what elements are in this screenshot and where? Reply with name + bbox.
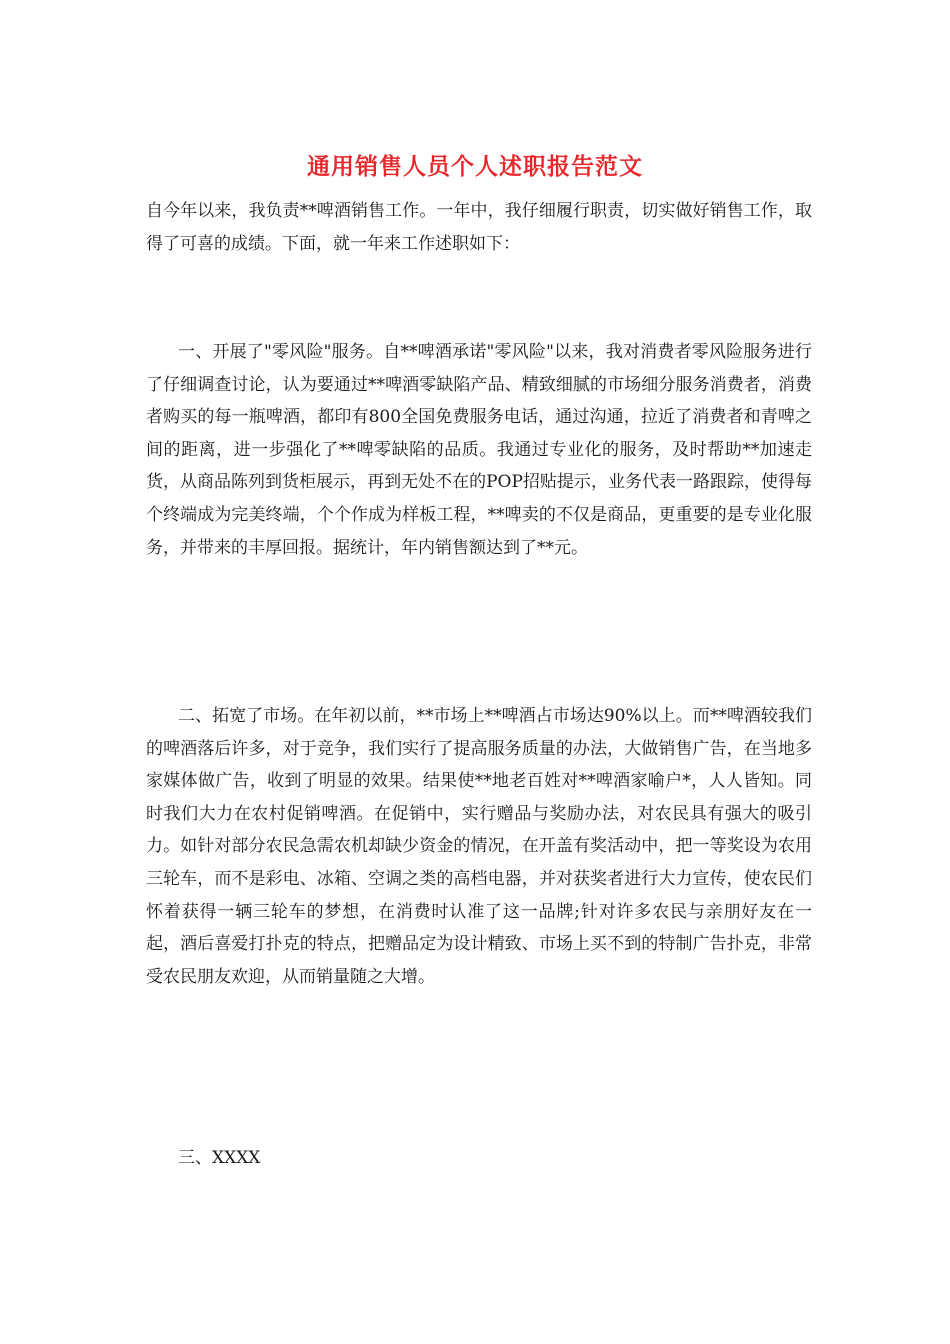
section-3-paragraph: 三、XXXX bbox=[178, 1148, 261, 1168]
intro-paragraph: 自今年以来，我负责**啤酒销售工作。一年中，我仔细履行职责，切实做好销售工作，取得了可喜的成绩。下面，就一年来工作述职如下： bbox=[146, 201, 812, 254]
document-title: 通用销售人员个人述职报告范文 bbox=[307, 154, 643, 180]
section-2-paragraph: 二、拓宽了市场。在年初以前，**市场上**啤酒占市场达90%以上。而**啤酒较我们的啤酒落后许多，对于竞争，我们实行了提高服务质量的办法，大做销售广告，在当地多家媒体做广告，收到了明显的效果。结果使**地老百姓对**啤酒家喻户*，人人皆知。同时我们大力在农村促销啤酒。在促销中，实行赠品与奖励办法，对农民具有强大的吸引力。如针对部分农民急需农机却缺少资金的情况，在开盖有奖活动中，把一等奖设为农用三轮车，而不是彩电、冰箱、空调之类的高档电器，并对获奖者进行大力宣传，使农民们怀着获得一辆三轮车的梦想，在消费时认准了这一品牌;针对许多农民与亲朋好友在一起，酒后喜爱打扑克的特点，把赠品定为设计精致、市场上买不到的特制广告扑克，非常受农民朋友欢迎，从而销量随之大增。 bbox=[146, 706, 812, 987]
section-1-paragraph: 一、开展了"零风险"服务。自**啤酒承诺"零风险"以来，我对消费者零风险服务进行了仔细调查讨论，认为要通过**啤酒零缺陷产品、精致细腻的市场细分服务消费者，消费者购买的每一瓶啤酒，都印有800全国免费服务电话，通过沟通，拉近了消费者和青啤之间的距离，进一步强化了**啤零缺陷的品质。我通过专业化的服务，及时帮助**加速走货，从商品陈列到货柜展示，再到无处不在的POP招贴提示，业务代表一路跟踪，使得每个终端成为完美终端，个个作成为样板工程，**啤卖的不仅是商品，更重要的是专业化服务，并带来的丰厚回报。据统计，年内销售额达到了**元。 bbox=[146, 342, 812, 558]
